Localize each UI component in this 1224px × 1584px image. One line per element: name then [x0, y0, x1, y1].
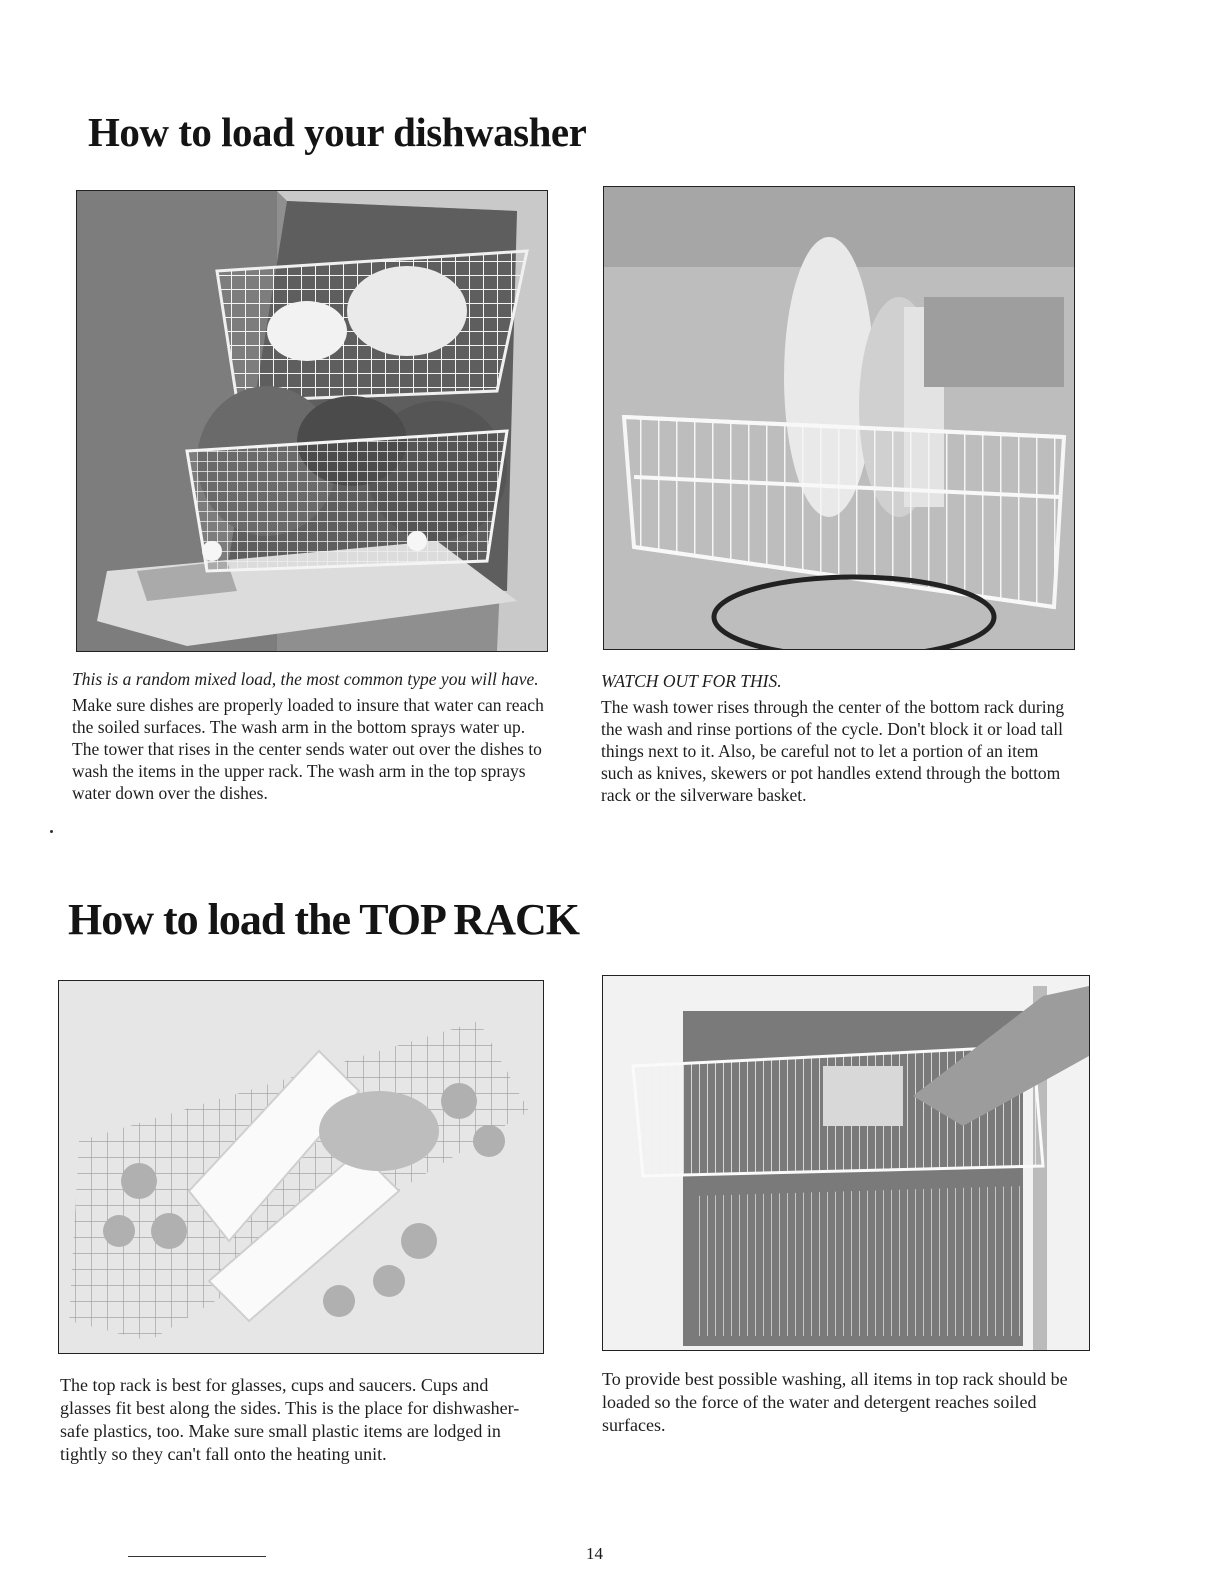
- section-heading-load-dishwasher: How to load your dishwasher: [88, 109, 587, 155]
- page-number: 14: [586, 1544, 603, 1563]
- top-rack-loading-illustration: [603, 976, 1089, 1350]
- body-mixed-load: Make sure dishes are properly loaded to insure that water can reach the soiled surfaces. The wash arm in the bottom sprays water up. The tower that rises in the center sends water out over the dishes to wash the items in the upper rack. The wash arm in the top sprays water down over the dishes.: [72, 695, 544, 803]
- stray-mark: [50, 830, 53, 833]
- top-rack-glasses-illustration: [59, 981, 543, 1353]
- text-block-best-washing: [602, 1368, 1086, 1437]
- photo-mixed-load: [76, 190, 548, 652]
- footer-rule: [128, 1556, 266, 1557]
- photo-top-rack-glasses: [58, 980, 544, 1354]
- photo-wash-tower: [603, 186, 1075, 650]
- body-top-rack: The top rack is best for glasses, cups and saucers. Cups and glasses fit best along the sides. This is the place for dishwasher-safe plastics, too. Make sure small plastic items are lodged in tightly so they can't fall onto the heating unit.: [60, 1375, 520, 1464]
- body-wash-tower: The wash tower rises through the center of the bottom rack during the wash and rinse portions of the cycle. Don't block it or load tall things next to it. Also, be careful not to let a portion of an item such as knives, skewers or pot handles extend through the bottom rack or the silverware basket.: [601, 697, 1065, 805]
- section-heading-top-rack: How to load the TOP RACK: [68, 895, 579, 944]
- text-block-top-rack: [60, 1374, 542, 1466]
- text-block-mixed-load: [72, 668, 550, 804]
- photo-top-rack-loading: [602, 975, 1090, 1351]
- body-best-washing: To provide best possible washing, all items in top rack should be loaded so the force of the water and detergent reaches soiled surfaces.: [602, 1369, 1068, 1435]
- text-block-wash-tower: [601, 670, 1071, 806]
- wash-tower-bottom-rack-illustration: [604, 187, 1074, 649]
- dishwasher-mixed-load-illustration: [77, 191, 547, 651]
- caption-watch-out: WATCH OUT FOR THIS.: [601, 671, 782, 691]
- caption-mixed-load: This is a random mixed load, the most common type you will have.: [72, 669, 539, 689]
